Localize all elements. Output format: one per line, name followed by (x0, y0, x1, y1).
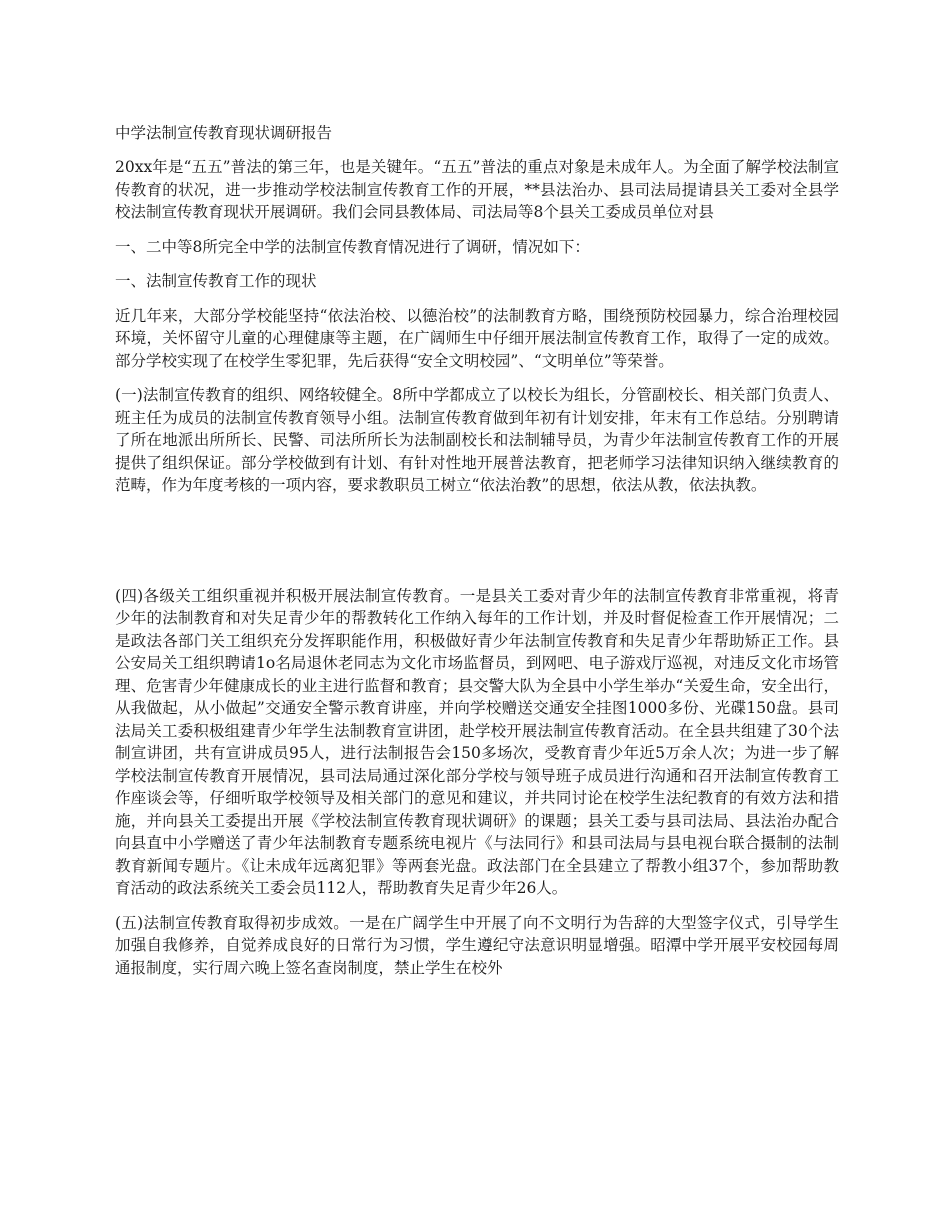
document-title: 中学法制宣传教育现状调研报告 (115, 124, 333, 142)
paragraph-results: (五)法制宣传教育取得初步成效。一是在广阔学生中开展了向不文明行为告辞的大型签字仪式，引导学生加强自我修养，自觉养成良好的日常行为习惯，学生遵纪守法意识明显增强。昭潭中学开展平安校园每周通报制度，实行周六晚上签名查岗制度，禁止学生在校外 (115, 913, 839, 977)
section-heading-status: 一、法制宣传教育工作的现状 (115, 272, 317, 290)
paragraph-overview: 近几年来，大部分学校能坚持“依法治校、以德治校”的法制教育方略，围绕预防校园暴力，综合治理校园环境，关怀留守儿童的心理健康等主题，在广阔师生中仔细开展法制宣传教育工作，取得了一定的成效。部分学校实现了在校学生零犯罪，先后获得“安全文明校园”、“文明单位”等荣誉。 (115, 306, 839, 370)
blank-gap (115, 509, 839, 585)
paragraph-intro: 20xx年是“五五”普法的第三年，也是关键年。“五五”普法的重点对象是未成年人。为全面了解学校法制宣传教育的状况，进一步推动学校法制宣传教育工作的开展，**县法治办、县司法局提请县关工委对全县学校法制宣传教育现状开展调研。我们会同县教体局、司法局等8个县关工委成员单位对县 (115, 158, 839, 221)
paragraph-care-committee: (四)各级关工组织重视并积极开展法制宣传教育。一是县关工委对青少年的法制宣传教育非常重视，将青少年的法制教育和对失足青少年的帮教转化工作纳入每年的工作计划，并及时督促检查工作开展情况；二是政法各部门关工组织充分发挥职能作用，积极做好青少年法制宣传教育和失足青少年帮助矫正工作。县公安局关工组织聘请1o名局退休老同志为文化市场监督员，到网吧、电子游戏厅巡视，对违反文化市场管理、危害青少年健康成长的业主进行监督和教育；县交警大队为全县中小学生举办“关爱生命，安全出行，从我做起，从小做起”交通安全警示教育讲座，并向学校赠送交通安全挂图1000多份、光碟150盘。县司法局关工委积极组建青少年学生法制教育宣讲团，赴学校开展法制宣传教育活动。在全县共组建了30个法制宣讲团，共有宣讲成员95人，进行法制报告会150多场次，受教育青少年近5万余人次；为进一步了解学校法制宣传教育开展情况，县司法局通过深化部分学校与领导班子成员进行沟通和召开法制宣传教育工作座谈会等，仔细听取学校领导及相关部门的意见和建议，并共同讨论在校学生法纪教育的有效方法和措施，并向县关工委提出开展《学校法制宣传教育现状调研》的课题；县关工委与县司法局、县法治办配合向县直中小学赠送了青少年法制教育专题系统电视片《与法同行》和县司法局与县电视台联合摄制的法制教育新闻专题片。《让未成年远离犯罪》等两套光盘。政法部门在全县建立了帮教小组37个，参加帮助教育活动的政法系统关工委会员112人，帮助教育失足青少年26人。 (115, 586, 839, 897)
document-page (115, 122, 839, 991)
paragraph-intro-continued: 一、二中等8所完全中学的法制宣传教育情况进行了调研，情况如下： (115, 237, 590, 256)
paragraph-organization: (一)法制宣传教育的组织、网络较健全。8所中学都成立了以校长为组长，分管副校长、相关部门负责人、班主任为成员的法制宣传教育领导小组。法制宣传教育做到年初有计划安排，年末有工作总结。分别聘请了所在地派出所所长、民警、司法所所长为法制副校长和法制辅导员，为青少年法制宣传教育工作的开展提供了组织保证。部分学校做到有计划、有针对性地开展普法教育，把老师学习法律知识纳入继续教育的范畴，作为年度考核的一项内容，要求教职员工树立“依法治教”的思想，依法从教，依法执教。 (115, 386, 839, 494)
